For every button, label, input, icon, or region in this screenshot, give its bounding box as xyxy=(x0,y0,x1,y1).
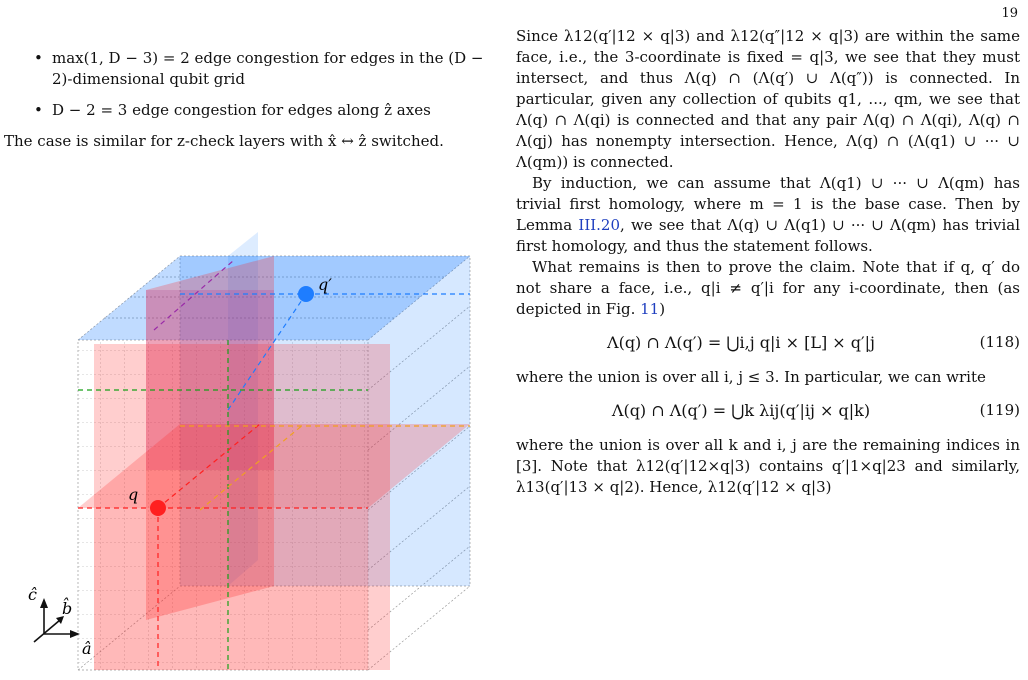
equation-number: (118) xyxy=(979,333,1020,351)
equation-body: Λ(q) ∩ Λ(q′) = ⋃i,j q|i × [L] × q′|j xyxy=(607,333,875,352)
page-number: 19 xyxy=(1001,6,1018,21)
axis-b-label: b̂ xyxy=(62,599,73,618)
bullet-dot: • xyxy=(34,101,43,119)
paragraph xyxy=(516,257,1020,320)
qubit-qprime-point xyxy=(298,286,314,302)
bullet-text: D − 2 = 3 edge congestion for edges along ẑ axes xyxy=(52,101,431,119)
paragraph: Since λ12(q′|12 × q|3) and λ12(q″|12 × q|3) are within the same face, i.e., the 3-coordinate is fixed = q|3, we see that they must intersect, and thus Λ(q) ∩ (Λ(q′) ∪ Λ(q″)) is connected. In particular, given any collection of qubits q1, ..., qm, we see that Λ(q) ∩ Λ(qi) is connected and that any pair Λ(q) ∩ Λ(qi), Λ(q) ∩ Λ(qj) has nonempty intersection. Hence, Λ(q) ∩ (Λ(q1) ∪ ··· ∪ Λ(qm)) is connected. xyxy=(516,27,1020,171)
equation-number: (119) xyxy=(979,401,1020,419)
equation-118 xyxy=(516,332,1020,353)
left-column xyxy=(4,48,496,152)
axis-c-label: ĉ xyxy=(28,585,37,604)
lattice-figure xyxy=(4,230,496,680)
axes-indicator xyxy=(34,598,80,642)
paragraph xyxy=(516,173,1020,257)
figure-link[interactable]: 11 xyxy=(640,300,660,318)
qubit-qprime-label: q′ xyxy=(318,275,332,294)
bullet-item xyxy=(34,48,496,90)
lemma-link[interactable]: III.20 xyxy=(578,216,621,234)
paragraph: The case is similar for z-check layers with x̂ ↔ ẑ switched. xyxy=(4,132,444,150)
red-plane-lower xyxy=(94,508,368,670)
bullet-text: max(1, D − 3) = 2 edge congestion for edges in the (D − 2)-dimensional qubit grid xyxy=(52,49,484,88)
paragraph-text: , we see that Λ(q) ∪ Λ(q1) ∪ ··· ∪ Λ(qm) has trivial first homology, and thus the statement follows. xyxy=(516,216,1020,255)
qubit-q-label: q xyxy=(128,485,139,504)
equation-body: Λ(q) ∩ Λ(q′) = ⋃k λij(q′|ij × q|k) xyxy=(611,401,871,420)
bullet-item xyxy=(34,100,496,121)
paragraph-text: What remains is then to prove the claim. Note that if q, q′ do not share a face, i.e., q|i ≠ q′|i for any i-coordinate, then (as depicted in Fig. xyxy=(516,258,1020,318)
paragraph-text: By induction, we can assume that Λ(q1) ∪ ··· ∪ Λ(qm) has trivial first homology, where m = 1 is the base case. Then by Lemma xyxy=(516,174,1020,234)
qubit-q-point xyxy=(150,500,166,516)
paragraph: where the union is over all i, j ≤ 3. In particular, we can write xyxy=(516,368,986,386)
paragraph-text: ) xyxy=(659,300,666,318)
right-column xyxy=(516,26,1020,498)
paragraph: where the union is over all k and i, j are the remaining indices in [3]. Note that λ12(q′|12×q|3) contains q′|1×q|23 and similarly, λ13(q′|13 × q|2). Hence, λ12(q′|12 × q|3) xyxy=(516,436,1020,496)
equation-119 xyxy=(516,400,1020,421)
bullet-dot: • xyxy=(34,49,43,67)
axis-a-label: â xyxy=(82,639,92,658)
